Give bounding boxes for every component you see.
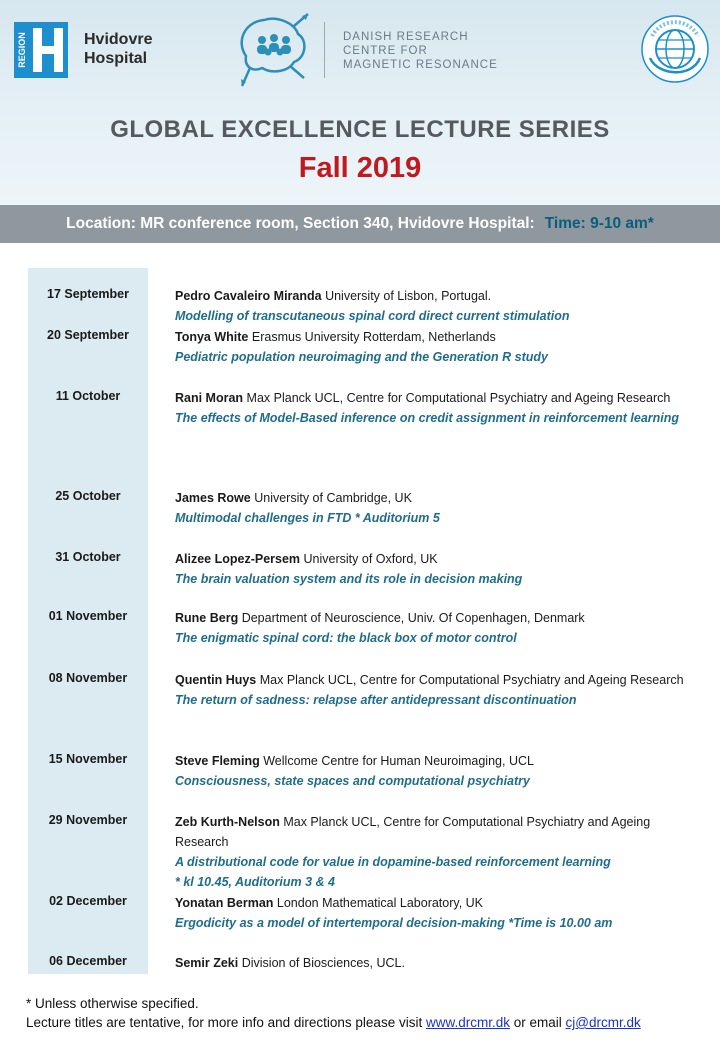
speaker-name: Pedro Cavaleiro Miranda bbox=[175, 289, 322, 303]
drcmr-name bbox=[343, 30, 498, 72]
logo-divider bbox=[324, 22, 325, 78]
speaker-affiliation: Wellcome Centre for Human Neuroimaging, UCL bbox=[263, 754, 534, 768]
footer bbox=[26, 994, 641, 1032]
email-link[interactable]: cj@drcmr.dk bbox=[565, 1015, 641, 1030]
lecture-title: The enigmatic spinal cord: the black box of motor control bbox=[175, 631, 517, 645]
lecture-info bbox=[175, 812, 690, 892]
footer-info bbox=[26, 1013, 641, 1032]
time-text: Time: 9-10 am* bbox=[544, 215, 654, 232]
footer-info-prefix: Lecture titles are tentative, for more info and directions please visit bbox=[26, 1015, 426, 1030]
lecture-info bbox=[175, 549, 690, 589]
global-excellence-globe-icon bbox=[640, 14, 710, 84]
speaker-affiliation: Max Planck UCL, Centre for Computational Psychiatry and Ageing Research bbox=[246, 391, 671, 405]
lecture-title: Ergodicity as a model of intertemporal decision-making *Time is 10.00 am bbox=[175, 916, 613, 930]
speaker-affiliation: Max Planck UCL, Centre for Computational Psychiatry and Ageing Research bbox=[175, 815, 651, 849]
speaker-name: James Rowe bbox=[175, 491, 251, 505]
lecture-date: 15 November bbox=[48, 752, 128, 766]
lecture-info bbox=[175, 953, 690, 973]
hospital-line2: Hospital bbox=[84, 50, 148, 67]
header bbox=[0, 0, 720, 205]
lecture-info bbox=[175, 286, 690, 326]
lecture-note: * kl 10.45, Auditorium 3 & 4 bbox=[175, 875, 336, 889]
speaker-affiliation: London Mathematical Laboratory, UK bbox=[276, 896, 484, 910]
lecture-title: Modelling of transcutaneous spinal cord direct current stimulation bbox=[175, 309, 570, 323]
drcmr-line2: CENTRE FOR bbox=[343, 45, 428, 57]
location-bar bbox=[0, 205, 720, 243]
lecture-info bbox=[175, 488, 690, 528]
page-subtitle: Fall 2019 bbox=[298, 152, 422, 184]
lecture-date: 06 December bbox=[49, 954, 127, 968]
footer-note: * Unless otherwise specified. bbox=[26, 996, 199, 1011]
hospital-name bbox=[84, 30, 152, 68]
speaker-affiliation: Department of Neuroscience, Univ. Of Copenhagen, Denmark bbox=[241, 611, 585, 625]
lecture-info bbox=[175, 893, 690, 933]
speaker-name: Semir Zeki bbox=[175, 956, 239, 970]
lecture-date: 02 December bbox=[49, 894, 127, 908]
lecture-title: The return of sadness: relapse after antidepressant discontinuation bbox=[175, 693, 577, 707]
speaker-affiliation: Division of Biosciences, UCL. bbox=[241, 956, 405, 970]
lecture-title: Multimodal challenges in FTD * Auditorium 5 bbox=[175, 511, 440, 525]
lecture-info bbox=[175, 751, 690, 791]
lecture-title: Consciousness, state spaces and computational psychiatry bbox=[175, 774, 530, 788]
footer-info-middle: or email bbox=[509, 1015, 566, 1030]
region-hovedstaden-logo bbox=[14, 22, 68, 78]
speaker-name: Steve Fleming bbox=[175, 754, 260, 768]
speaker-name: Alizee Lopez-Persem bbox=[175, 552, 301, 566]
lecture-title: The brain valuation system and its role in decision making bbox=[175, 572, 523, 586]
lecture-date: 08 November bbox=[48, 671, 128, 685]
speaker-name: Rune Berg bbox=[175, 611, 239, 625]
speaker-affiliation: University of Oxford, UK bbox=[303, 552, 438, 566]
drcmr-line3: MAGNETIC RESONANCE bbox=[343, 59, 498, 71]
hospital-line1: Hvidovre bbox=[84, 31, 153, 48]
lecture-info bbox=[175, 388, 690, 428]
lecture-date: 29 November bbox=[48, 813, 128, 827]
region-label: REGION bbox=[17, 32, 27, 68]
location-text: Location: MR conference room, Section 340, Hvidovre Hospital: bbox=[66, 215, 535, 232]
brain-people-icon bbox=[232, 12, 314, 92]
speaker-name: Tonya White bbox=[175, 330, 249, 344]
website-link[interactable]: www.drcmr.dk bbox=[425, 1015, 510, 1030]
speaker-affiliation: Max Planck UCL, Centre for Computational Psychiatry and Ageing Research bbox=[259, 673, 684, 687]
lecture-info bbox=[175, 670, 690, 710]
speaker-affiliation: University of Cambridge, UK bbox=[254, 491, 412, 505]
lecture-title: Pediatric population neuroimaging and the Generation R study bbox=[175, 350, 548, 364]
speaker-name: Quentin Huys bbox=[175, 673, 257, 687]
drcmr-line1: DANISH RESEARCH bbox=[343, 31, 469, 43]
speaker-name: Zeb Kurth-Nelson bbox=[175, 815, 280, 829]
speaker-affiliation: University of Lisbon, Portugal. bbox=[325, 289, 492, 303]
lecture-date: 20 September bbox=[47, 328, 129, 342]
speaker-name: Yonatan Berman bbox=[175, 896, 274, 910]
lecture-info bbox=[175, 608, 690, 648]
speaker-affiliation: Erasmus University Rotterdam, Netherlands bbox=[251, 330, 496, 344]
lecture-info bbox=[175, 327, 690, 367]
lecture-date: 01 November bbox=[48, 609, 128, 623]
lecture-date: 25 October bbox=[55, 489, 121, 503]
lecture-title: The effects of Model-Based inference on credit assignment in reinforcement learning bbox=[175, 411, 680, 425]
page-title: GLOBAL EXCELLENCE LECTURE SERIES bbox=[110, 116, 610, 143]
lecture-title: A distributional code for value in dopamine-based reinforcement learning bbox=[175, 855, 611, 869]
lecture-date: 11 October bbox=[55, 389, 121, 403]
speaker-name: Rani Moran bbox=[175, 391, 244, 405]
lecture-date: 17 September bbox=[47, 287, 129, 301]
lecture-date: 31 October bbox=[55, 550, 121, 564]
